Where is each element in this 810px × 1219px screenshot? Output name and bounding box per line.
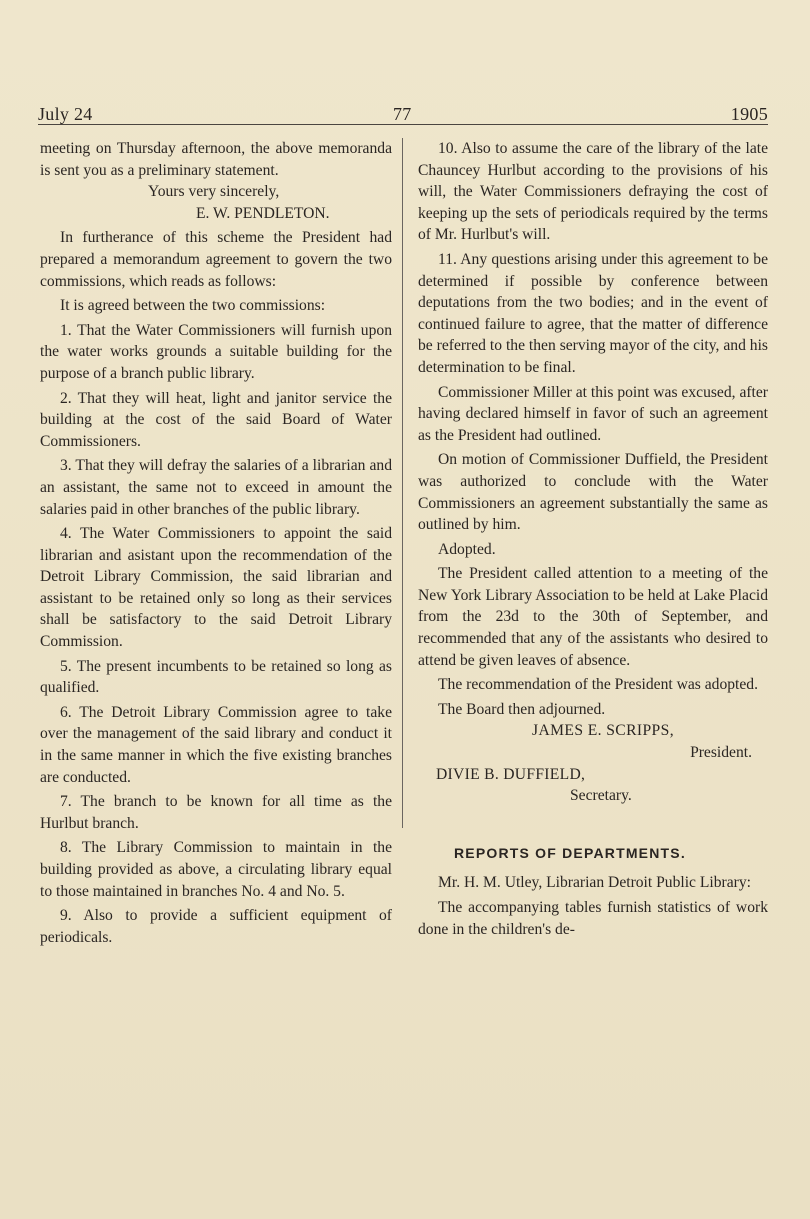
header-rule — [38, 124, 768, 125]
spacer — [418, 864, 768, 872]
section-heading: REPORTS OF DEPARTMENTS. — [454, 844, 686, 861]
paragraph: The accompanying tables furnish statistics of work done in the children's de- — [418, 899, 768, 938]
agreement-item: 5. The present incumbents to be retained so long as qualified. — [40, 657, 392, 697]
paragraph: Adopted. — [438, 540, 496, 558]
paragraph: Mr. H. M. Utley, Librarian Detroit Public Library: — [438, 874, 751, 892]
left-column — [40, 138, 392, 948]
agreement-item: 8. The Library Commission to maintain in the building provided as above, a circulating library equal to those maintained in branches No. 4 and No. 5. — [40, 839, 392, 900]
paragraph: It is agreed between the two commissions: — [60, 297, 326, 315]
agreement-item: 7. The branch to be known for all time as the Hurlbut branch. — [40, 793, 392, 832]
letter-signature: E. W. PENDLETON. — [196, 204, 330, 222]
header-year: 1905 — [730, 104, 768, 124]
header-date: July 24 — [38, 104, 93, 124]
paragraph: Commissioner Miller at this point was excused, after having declared himself in favor of such an agreement as the President had outlined. — [418, 383, 769, 444]
letter-closing: Yours very sincerely, — [148, 183, 280, 201]
secretary-signature: DIVIE B. DUFFIELD, — [436, 765, 586, 783]
paragraph: On motion of Commissioner Duffield, the President was authorized to conclude with the Water Commissioners an agreement substantially the same as outlined by him. — [418, 451, 768, 534]
agreement-item: 9. Also to provide a sufficient equipment of periodicals. — [40, 907, 392, 946]
president-title: President. — [690, 744, 752, 762]
agreement-item: 11. Any questions arising under this agreement to be determined if possible by conference between deputations from the two bodies; and in the event of continued failure to agree, that the matter of difference be referred to the then serving mayor of the city, and his determination to be final. — [418, 250, 768, 376]
column-divider — [402, 138, 403, 828]
agreement-item: 1. That the Water Commissioners will furnish upon the water works grounds a suitable building for the purpose of a branch public library. — [40, 321, 392, 382]
paragraph: In furtherance of this scheme the President had prepared a memorandum agreement to govern the two commissions, which reads as follows: — [40, 229, 392, 290]
agreement-item: 2. That they will heat, light and janitor service the building at the cost of the said Board of Water Commissioners. — [40, 389, 392, 450]
agreement-item: 3. That they will defray the salaries of a librarian and an assistant, the same not to exceed in amount the salaries paid in other branches of the public library. — [40, 457, 392, 518]
right-column — [418, 138, 768, 940]
paragraph: The Board then adjourned. — [438, 700, 606, 718]
paragraph: meeting on Thursday afternoon, the above memoranda is sent you as a preliminary statement. — [40, 140, 392, 179]
secretary-title: Secretary. — [570, 787, 632, 805]
paragraph: The President called attention to a meeting of the New York Library Association to be held at Lake Placid from the 23d to the 30th of September, and recommended that any of the assistants who desired to attend be given leaves of absence. — [418, 565, 768, 669]
agreement-item: 6. The Detroit Library Commission agree to take over the management of the said library and conduct it in the same manner in which the five existing branches are conducted. — [40, 703, 392, 786]
agreement-item: 4. The Water Commissioners to appoint the said librarian and asistant upon the recommendation of the Detroit Library Commission, the said librarian and assistant to be retained only so long as their services shall be satisfactory to the said Detroit Library Commission. — [40, 525, 392, 651]
page-number: 77 — [393, 104, 412, 124]
agreement-item: 10. Also to assume the care of the library of the late Chauncey Hurlbut according to the provisions of his will, the Water Commissioners defraying the cost of keeping up the sets of periodicals required by the terms of Mr. Hurlbut's will. — [418, 140, 768, 244]
page-header — [38, 100, 768, 124]
paragraph: The recommendation of the President was adopted. — [438, 676, 759, 694]
president-signature: JAMES E. SCRIPPS, — [532, 722, 674, 740]
